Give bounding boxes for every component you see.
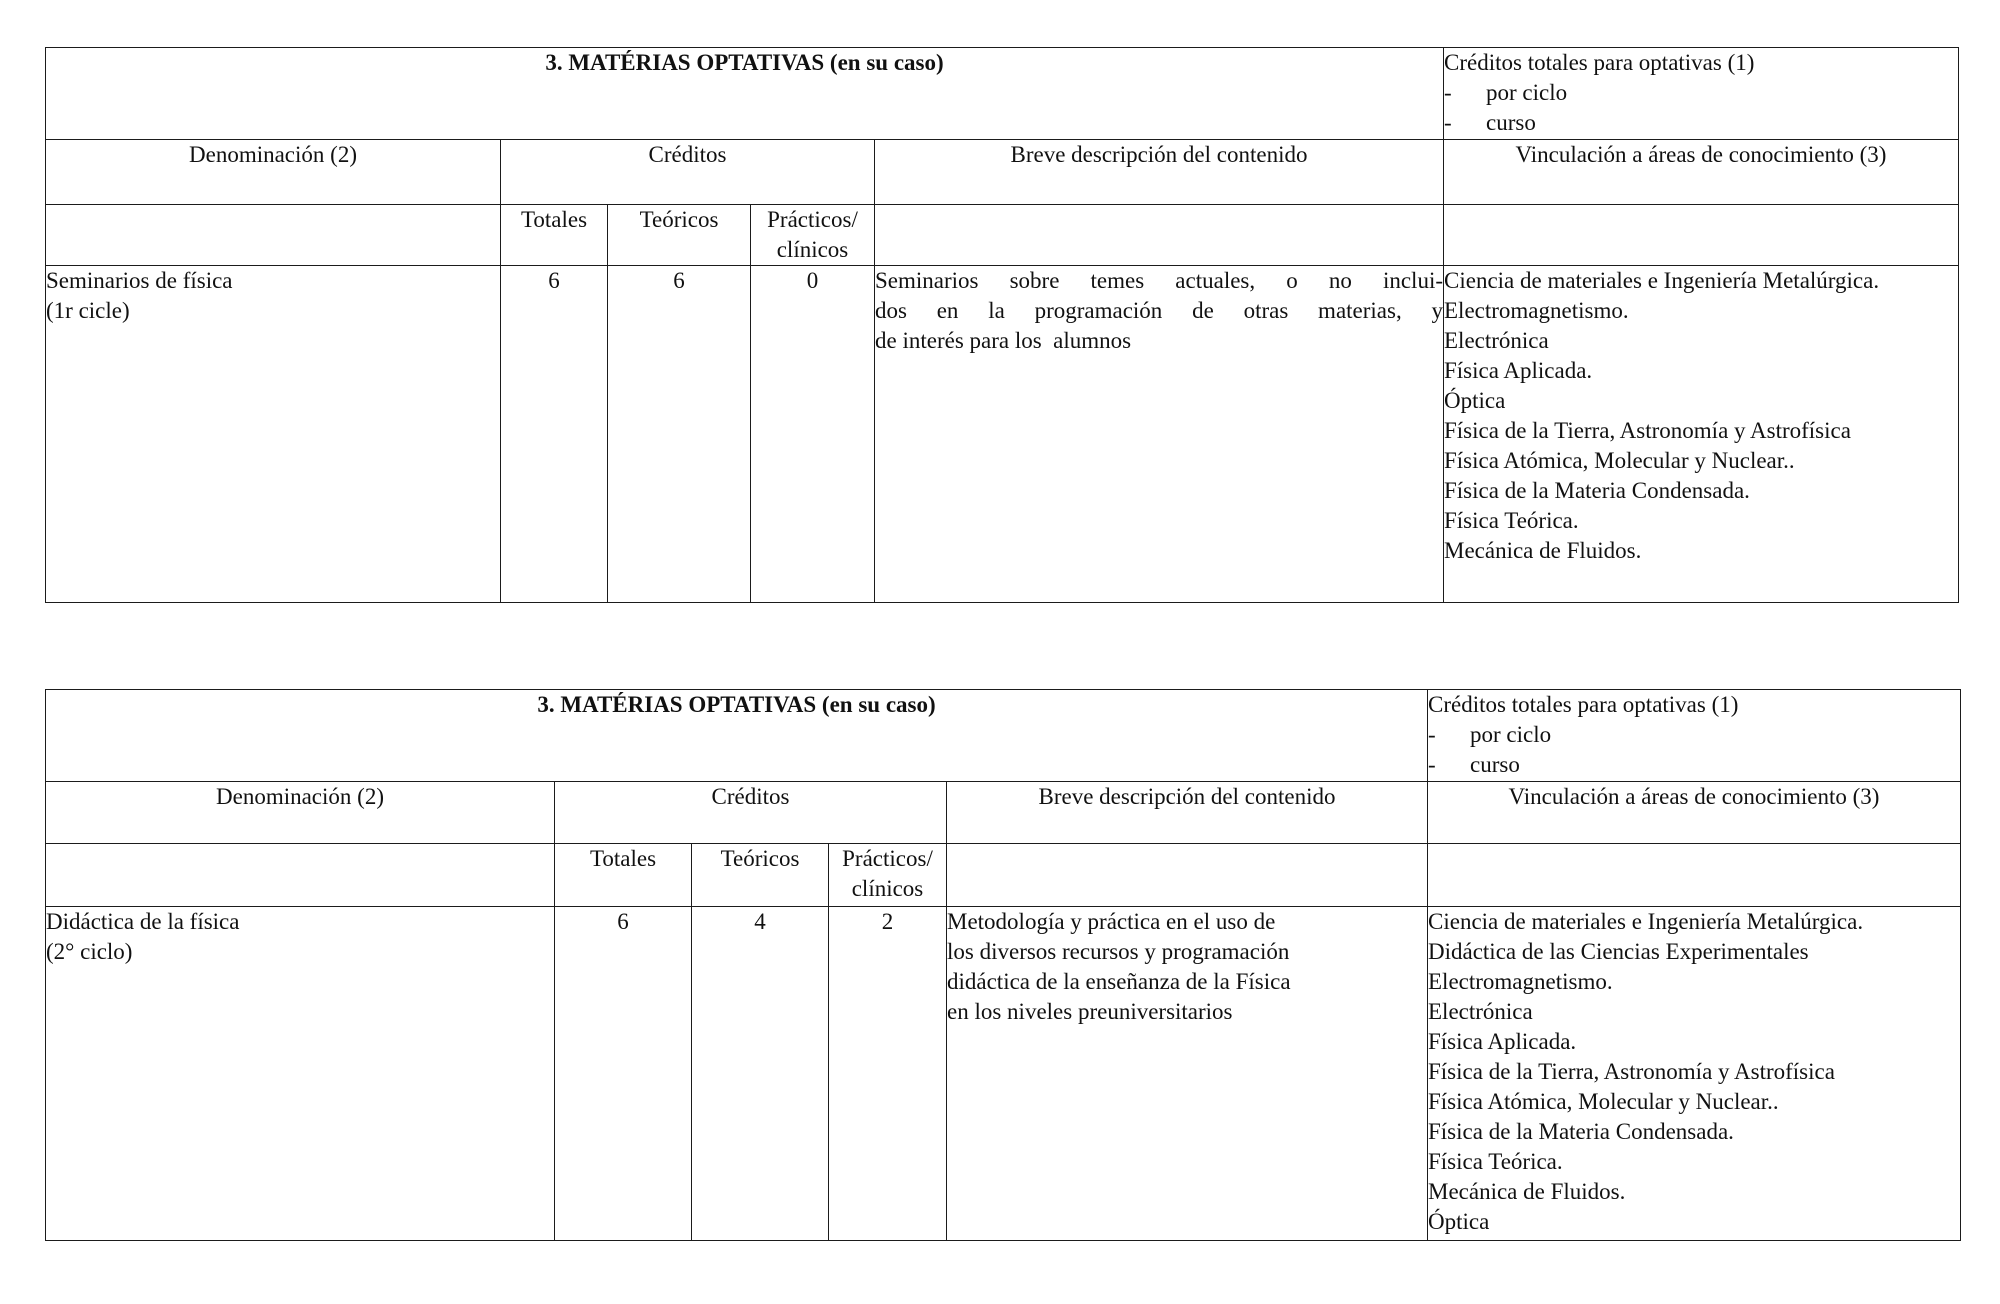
descripcion-cell: [875, 266, 1444, 603]
bullet-dash: -: [1444, 80, 1452, 105]
bullet-dash: -: [1428, 722, 1436, 747]
area-item: Física Atómica, Molecular y Nuclear..: [1428, 1089, 1779, 1114]
empty-cell: [1428, 844, 1961, 907]
credits-total-cell: [1444, 48, 1959, 140]
credits-total-label: Créditos totales para optativas (1): [1444, 50, 1755, 75]
empty-cell: [875, 205, 1444, 266]
header-vinculacion: Vinculación a áreas de conocimiento (3): [1428, 782, 1961, 844]
area-item: Ciencia de materiales e Ingeniería Metalúrgica.: [1428, 909, 1864, 934]
subheader-teoricos: Teóricos: [608, 205, 751, 266]
header-denominacion: Denominación (2): [46, 140, 501, 205]
header-denominacion: Denominación (2): [46, 782, 555, 844]
denominacion-name: Didáctica de la física: [46, 909, 240, 934]
creditos-totales-value: 6: [555, 907, 692, 1241]
section-title: 3. MATÉRIAS OPTATIVAS (en su caso): [46, 48, 1444, 140]
descripcion-line: los diversos recursos y programación: [947, 939, 1290, 964]
area-item: Electromagnetismo.: [1428, 969, 1613, 994]
creditos-practicos-value: 2: [829, 907, 947, 1241]
table-row: [46, 266, 1959, 603]
area-item: Física de la Tierra, Astronomía y Astrofísica: [1444, 418, 1851, 443]
bullet-dash: -: [1428, 752, 1436, 777]
area-item: Didáctica de las Ciencias Experimentales: [1428, 939, 1809, 964]
area-item: Ciencia de materiales e Ingeniería Metalúrgica.: [1444, 268, 1880, 293]
area-item: Física Teórica.: [1444, 508, 1579, 533]
header-descripcion: Breve descripción del contenido: [947, 782, 1428, 844]
creditos-teoricos-value: 4: [692, 907, 829, 1241]
descripcion-line: Metodología y práctica en el uso de: [947, 909, 1276, 934]
subheader-totales: Totales: [555, 844, 692, 907]
descripcion-line: en los niveles preuniversitarios: [947, 999, 1233, 1024]
descripcion-line: de interés para los alumnos: [875, 328, 1132, 353]
credits-total-item: [1428, 720, 1960, 750]
subheader-practicos-line: Prácticos/: [842, 846, 933, 871]
area-item: Mecánica de Fluidos.: [1444, 538, 1642, 563]
subheader-practicos-line: clínicos: [776, 237, 849, 262]
credits-total-item-text: curso: [1470, 752, 1520, 777]
area-item: Física Aplicada.: [1428, 1029, 1577, 1054]
creditos-teoricos-value: 6: [608, 266, 751, 603]
header-creditos: Créditos: [501, 140, 875, 205]
optativas-table-2: [45, 689, 1961, 1241]
empty-cell: [1444, 205, 1959, 266]
descripcion-line: dos en la programación de otras materias, y: [875, 298, 1443, 323]
vinculacion-cell: [1428, 907, 1961, 1241]
empty-cell: [46, 844, 555, 907]
creditos-practicos-value: 0: [751, 266, 875, 603]
area-item: Física Atómica, Molecular y Nuclear..: [1444, 448, 1795, 473]
credits-total-item-text: por ciclo: [1470, 722, 1552, 747]
subheader-practicos: [829, 844, 947, 907]
header-vinculacion: Vinculación a áreas de conocimiento (3): [1444, 140, 1959, 205]
area-item: Física Aplicada.: [1444, 358, 1593, 383]
vinculacion-cell: [1444, 266, 1959, 603]
denominacion-cell: [46, 907, 555, 1241]
area-item: Física de la Materia Condensada.: [1444, 478, 1750, 503]
bullet-dash: -: [1444, 110, 1452, 135]
denominacion-name: Seminarios de física: [46, 268, 233, 293]
denominacion-cycle: (1r cicle): [46, 298, 130, 323]
subheader-teoricos: Teóricos: [692, 844, 829, 907]
area-item: Electromagnetismo.: [1444, 298, 1629, 323]
area-item: Física Teórica.: [1428, 1149, 1563, 1174]
subheader-totales: Totales: [501, 205, 608, 266]
area-item: Física de la Materia Condensada.: [1428, 1119, 1734, 1144]
section-title: 3. MATÉRIAS OPTATIVAS (en su caso): [46, 690, 1428, 782]
credits-total-item: [1444, 78, 1958, 108]
optativas-table-1: [45, 47, 1959, 603]
header-creditos: Créditos: [555, 782, 947, 844]
denominacion-cycle: (2° ciclo): [46, 939, 133, 964]
creditos-totales-value: 6: [501, 266, 608, 603]
credits-total-label: Créditos totales para optativas (1): [1428, 692, 1739, 717]
descripcion-line: didáctica de la enseñanza de la Física: [947, 969, 1291, 994]
area-item: Electrónica: [1444, 328, 1549, 353]
descripcion-cell: [947, 907, 1428, 1241]
descripcion-line: Seminarios sobre temes actuales, o no inclui-: [875, 268, 1443, 293]
area-item: Óptica: [1428, 1209, 1490, 1234]
subheader-practicos-line: clínicos: [851, 876, 924, 901]
header-descripcion: Breve descripción del contenido: [875, 140, 1444, 205]
credits-total-item-text: curso: [1486, 110, 1536, 135]
denominacion-cell: [46, 266, 501, 603]
empty-cell: [947, 844, 1428, 907]
subheader-practicos-line: Prácticos/: [767, 207, 858, 232]
credits-total-item: [1428, 750, 1960, 780]
empty-cell: [46, 205, 501, 266]
table-row: [46, 907, 1961, 1241]
area-item: Mecánica de Fluidos.: [1428, 1179, 1626, 1204]
credits-total-item: [1444, 108, 1958, 138]
area-item: Óptica: [1444, 388, 1506, 413]
subheader-practicos: [751, 205, 875, 266]
credits-total-cell: [1428, 690, 1961, 782]
credits-total-item-text: por ciclo: [1486, 80, 1568, 105]
area-item: Física de la Tierra, Astronomía y Astrofísica: [1428, 1059, 1835, 1084]
area-item: Electrónica: [1428, 999, 1533, 1024]
